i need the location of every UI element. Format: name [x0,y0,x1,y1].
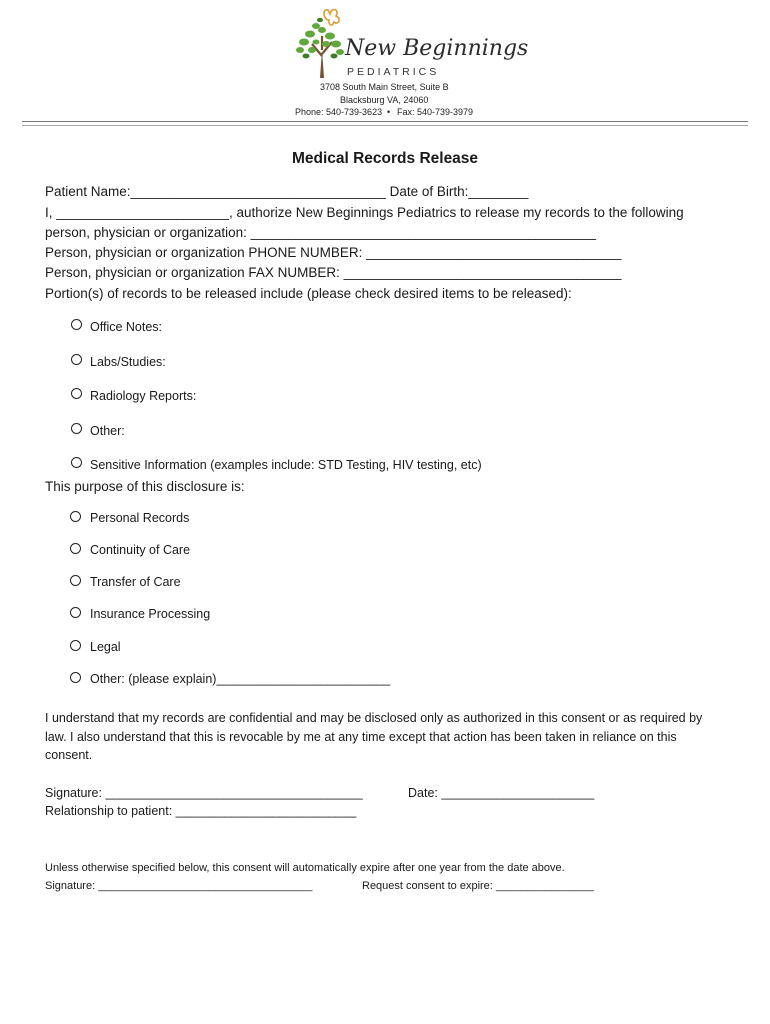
radio-personal-records[interactable] [70,511,81,522]
option-other-purpose: Other: (please explain)_________________________ [90,672,391,686]
purpose-heading: This purpose of this disclosure is: [45,479,245,494]
recipient-phone-line: Person, physician or organization PHONE NUMBER: __________________________________ [45,245,622,260]
phone-number: Phone: 540-739-3623 [295,107,383,117]
expiration-signature-line: Signature: ___________________________________ [45,880,313,892]
relationship-line: Relationship to patient: __________________________ [45,804,357,818]
recipient-line: person, physician or organization: ______________________________________________ [45,225,596,240]
option-continuity-of-care: Continuity of Care [90,543,191,557]
logo-subtitle: PEDIATRICS [347,66,440,78]
address-line-1: 3708 South Main Street, Suite B [320,82,449,92]
option-personal-records: Personal Records [90,511,190,525]
header-divider [22,121,748,122]
expiration-note: Unless otherwise specified below, this consent will automatically expire after one year from the date above. [45,862,565,874]
logo-name: New Beginnings [345,36,529,61]
radio-other[interactable] [71,423,82,434]
recipient-fax-line: Person, physician or organization FAX NUMBER: _____________________________________ [45,265,622,280]
option-office-notes: Office Notes: [90,320,163,334]
option-insurance-processing: Insurance Processing [90,607,211,621]
radio-other-purpose[interactable] [70,672,81,683]
patient-name-dob-line: Patient Name:__________________________________ Date of Birth:________ [45,184,529,199]
radio-continuity-of-care[interactable] [70,543,81,554]
radio-transfer-of-care[interactable] [70,575,81,586]
option-sensitive-information: Sensitive Information (examples include: STD Testing, HIV testing, etc) [90,458,482,472]
tree-butterfly-logo-icon [292,6,352,80]
date-line: Date: ______________________ [408,786,595,800]
radio-insurance-processing[interactable] [70,607,81,618]
option-other: Other: [90,424,125,438]
signature-line: Signature: _____________________________________ [45,786,363,800]
header-divider-secondary [22,125,748,126]
radio-sensitive-information[interactable] [71,457,82,468]
radio-legal[interactable] [70,640,81,651]
option-legal: Legal [90,640,121,654]
option-transfer-of-care: Transfer of Care [90,575,181,589]
address-line-2: Blacksburg VA, 24060 [340,95,429,105]
consent-text-line-2: law. I also understand that this is revocable by me at any time except that action has been taken in reliance on this [45,730,677,744]
option-labs-studies: Labs/Studies: [90,355,166,369]
radio-radiology-reports[interactable] [71,388,82,399]
option-radiology-reports: Radiology Reports: [90,389,197,403]
radio-labs-studies[interactable] [71,354,82,365]
form-title: Medical Records Release [291,150,479,167]
request-expire-line: Request consent to expire: ________________ [362,880,594,892]
portion-instructions: Portion(s) of records to be released include (please check desired items to be released): [45,286,572,301]
bullet-separator: • [387,107,391,117]
authorize-line: I, _______________________, authorize New Beginnings Pediatrics to release my records to the following [45,205,684,220]
consent-text-line-3: consent. [45,748,93,762]
fax-number: Fax: 540-739-3979 [397,107,474,117]
consent-text-line-1: I understand that my records are confidential and may be disclosed only as authorized in this consent or as required by [45,711,703,725]
radio-office-notes[interactable] [71,319,82,330]
